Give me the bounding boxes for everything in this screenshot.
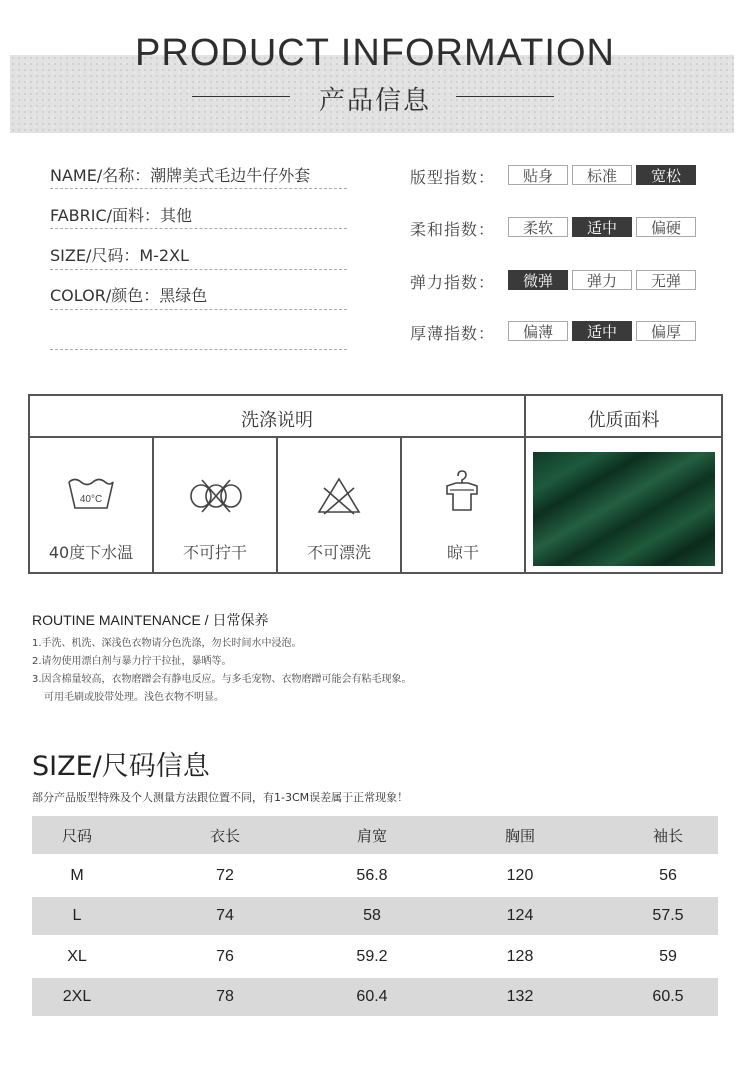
- info-size: SIZE/尺码：M-2XL: [50, 246, 189, 265]
- shoulder-cell: 60.4: [356, 988, 388, 1005]
- svg-text:40°C: 40°C: [79, 494, 103, 505]
- fabric-header-divider: [524, 436, 721, 438]
- maintenance-line: 2.请勿使用漂白剂与暴力拧干拉扯，暴晒等。: [32, 656, 232, 667]
- sleeve-cell: 60.5: [652, 988, 684, 1005]
- title-english: PRODUCT INFORMATION: [135, 32, 615, 74]
- maintenance-line: 1.手洗、机洗、深浅色衣物请分色洗涤，勿长时间水中浸泡。: [32, 638, 302, 649]
- maintenance-line: 可用毛刷或胶带处理。浅色衣物不明显。: [44, 692, 224, 703]
- care-label-no-bleach: 不可漂洗: [306, 543, 371, 562]
- no-bleach-icon: [316, 476, 362, 516]
- chest-cell: 132: [506, 988, 534, 1005]
- wash-40c-icon: [66, 476, 116, 512]
- maintenance-line: 3.因含棉量较高，衣物磨蹭会有静电反应。与多毛宠物、衣物磨蹭可能会有粘毛现象。: [32, 674, 412, 685]
- chest-cell: 124: [506, 907, 534, 924]
- size-header-cell: 衣长: [209, 827, 240, 845]
- title-divider-right: [456, 96, 554, 97]
- length-cell: 76: [216, 948, 234, 965]
- info-divider: [50, 228, 347, 229]
- table-row: [32, 938, 718, 976]
- care-label-hang-dry: 晾干: [446, 543, 479, 562]
- info-name: NAME/名称：潮牌美式毛边牛仔外套: [50, 166, 311, 185]
- sleeve-cell: 57.5: [652, 907, 684, 924]
- size-cell: L: [72, 907, 82, 924]
- size-cell: 2XL: [62, 988, 92, 1005]
- size-table-header: [32, 816, 718, 854]
- softness-option-hard: 偏硬: [636, 217, 696, 237]
- size-cell: M: [70, 867, 84, 884]
- table-row: [32, 978, 718, 1016]
- table-row: [32, 857, 718, 895]
- stretch-index-label: 弹力指数：: [410, 273, 496, 292]
- fit-option-loose: 宽松: [636, 165, 696, 185]
- info-divider: [50, 309, 347, 310]
- fit-option-standard: 标准: [572, 165, 632, 185]
- sleeve-cell: 59: [659, 948, 677, 965]
- fit-index-label: 版型指数：: [410, 168, 496, 187]
- info-divider: [50, 188, 347, 189]
- fabric-swatch-image: [533, 452, 715, 566]
- softness-option-soft: 柔软: [508, 217, 568, 237]
- shoulder-cell: 59.2: [356, 948, 388, 965]
- chest-cell: 120: [506, 867, 534, 884]
- length-cell: 72: [216, 867, 234, 884]
- hang-dry-icon: [442, 470, 482, 516]
- care-label-no-wring: 不可拧干: [182, 543, 247, 562]
- thickness-option-thick: 偏厚: [636, 321, 696, 341]
- size-header-cell: 胸围: [504, 827, 535, 845]
- maintenance-title: ROUTINE MAINTENANCE / 日常保养: [32, 612, 269, 628]
- care-label-40c: 40度下水温: [48, 543, 134, 562]
- size-header-cell: 尺码: [61, 827, 92, 845]
- table-row: [32, 897, 718, 935]
- size-note: 部分产品版型特殊及个人测量方法跟位置不同，有1-3CM误差属于正常现象！: [32, 791, 409, 804]
- size-header-cell: 肩宽: [356, 827, 387, 845]
- info-fabric: FABRIC/面料：其他: [50, 206, 193, 225]
- stretch-option-slight: 微弹: [508, 270, 568, 290]
- shoulder-cell: 56.8: [356, 867, 388, 884]
- info-color: COLOR/颜色：黑绿色: [50, 286, 208, 305]
- length-cell: 78: [216, 988, 234, 1005]
- no-wring-icon: [188, 476, 244, 516]
- softness-index-label: 柔和指数：: [410, 220, 496, 239]
- size-title: SIZE/尺码信息: [32, 751, 210, 782]
- quality-fabric-title: 优质面料: [587, 410, 660, 431]
- thickness-option-thin: 偏薄: [508, 321, 568, 341]
- fit-option-slim: 贴身: [508, 165, 568, 185]
- info-divider: [50, 269, 347, 270]
- title-chinese: 产品信息: [318, 86, 431, 116]
- stretch-option-elastic: 弹力: [572, 270, 632, 290]
- stretch-option-none: 无弹: [636, 270, 696, 290]
- softness-option-medium: 适中: [572, 217, 632, 237]
- thickness-index-label: 厚薄指数：: [410, 324, 496, 343]
- care-table: [28, 394, 723, 574]
- info-divider: [50, 349, 347, 350]
- wash-instructions-title: 洗涤说明: [241, 410, 313, 431]
- chest-cell: 128: [506, 948, 534, 965]
- size-cell: XL: [67, 948, 87, 965]
- thickness-option-medium: 适中: [572, 321, 632, 341]
- sleeve-cell: 56: [659, 867, 677, 884]
- size-header-cell: 袖长: [652, 827, 683, 845]
- length-cell: 74: [216, 907, 234, 924]
- shoulder-cell: 58: [363, 907, 381, 924]
